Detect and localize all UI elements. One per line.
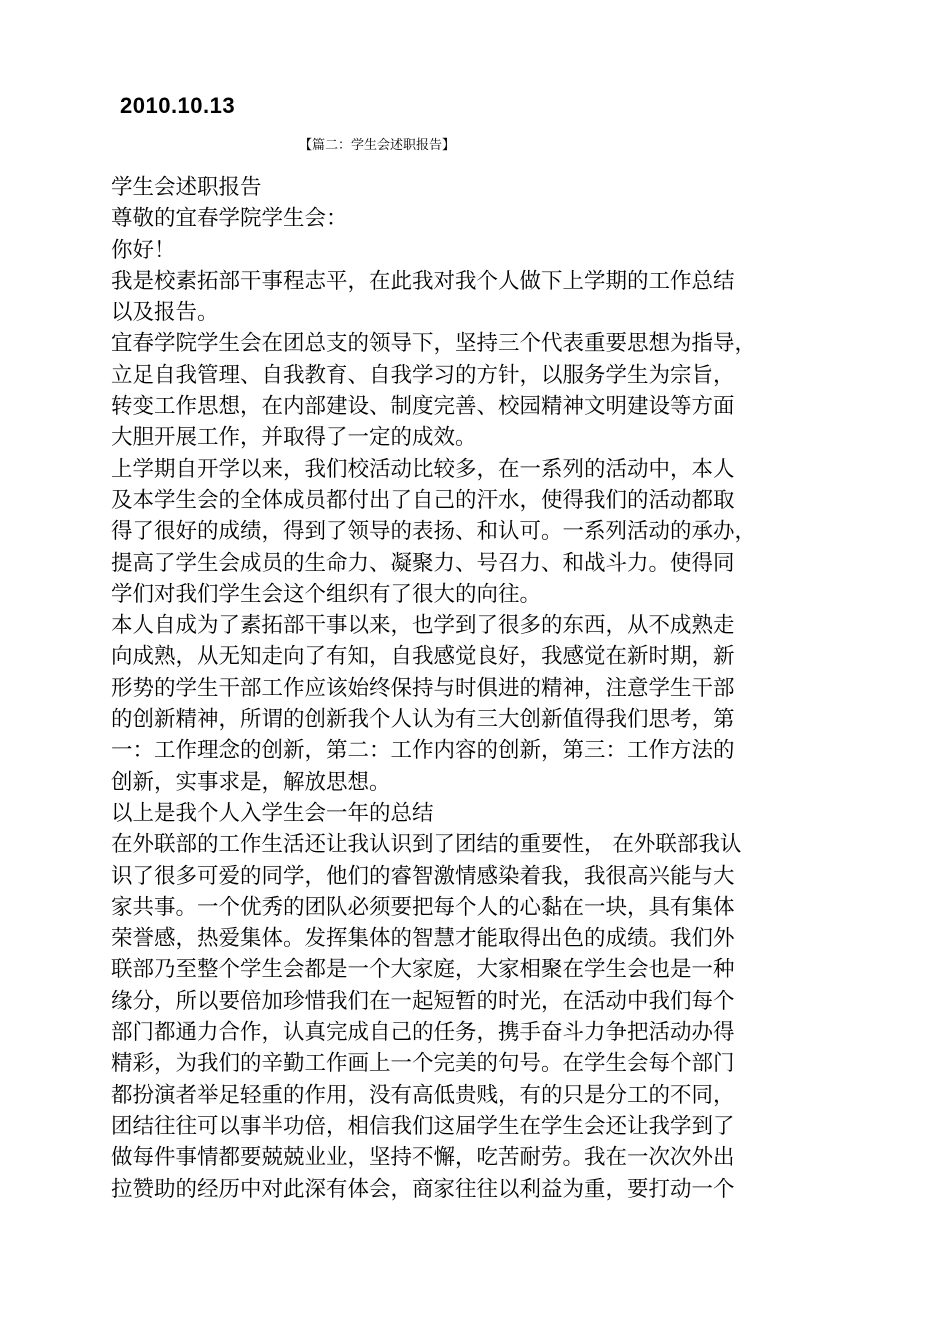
paragraph-line: 立足自我管理、自我教育、自我学习的方针，以服务学生为宗旨， — [111, 362, 735, 388]
paragraph-line: 上学期自开学以来，我们校活动比较多，在一系列的活动中，本人 — [111, 456, 735, 482]
paragraph-line: 转变工作思想，在内部建设、制度完善、校园精神文明建设等方面 — [111, 394, 735, 420]
paragraph-line: 得了很好的成绩，得到了领导的表扬、和认可。一系列活动的承办， — [111, 519, 757, 545]
paragraph-line: 形势的学生干部工作应该始终保持与时俱进的精神，注意学生干部 — [111, 675, 735, 701]
paragraph-line: 大胆开展工作，并取得了一定的成效。 — [111, 425, 477, 451]
paragraph-line: 宜春学院学生会在团总支的领导下，坚持三个代表重要思想为指导， — [111, 331, 757, 357]
paragraph-line: 缘分，所以要倍加珍惜我们在一起短暂的时光，在活动中我们每个 — [111, 988, 735, 1014]
paragraph-line: 我是校素拓部干事程志平，在此我对我个人做下上学期的工作总结 — [111, 268, 735, 294]
paragraph-line: 都扮演者举足轻重的作用，没有高低贵贱，有的只是分工的不同， — [111, 1082, 735, 1108]
paragraph-line: 精彩，为我们的辛勤工作画上一个完美的句号。在学生会每个部门 — [111, 1051, 735, 1077]
section-tag: 【篇二：学生会述职报告】 — [299, 138, 456, 153]
paragraph-line: 联部乃至整个学生会都是一个大家庭，大家相聚在学生会也是一种 — [111, 957, 735, 983]
paragraph-line: 团结往往可以事半功倍，相信我们这届学生在学生会还让我学到了 — [111, 1113, 735, 1139]
paragraph-line: 以及报告。 — [111, 300, 219, 326]
document-date: 2010.10.13 — [120, 93, 236, 118]
paragraph-line: 的创新精神，所谓的创新我个人认为有三大创新值得我们思考，第 — [111, 707, 735, 733]
paragraph-line: 一：工作理念的创新，第二：工作内容的创新，第三：工作方法的 — [111, 738, 735, 764]
paragraph-line: 家共事。一个优秀的团队必须要把每个人的心黏在一块，具有集体 — [111, 894, 735, 920]
paragraph-line: 以上是我个人入学生会一年的总结 — [111, 800, 434, 826]
paragraph-line: 学们对我们学生会这个组织有了很大的向往。 — [111, 581, 542, 607]
paragraph-line: 向成熟，从无知走向了有知，自我感觉良好，我感觉在新时期，新 — [111, 644, 735, 670]
report-body — [111, 172, 831, 1205]
greeting: 你好！ — [111, 237, 176, 263]
paragraph-line: 在外联部的工作生活还让我认识到了团结的重要性， 在外联部我认 — [111, 832, 742, 858]
paragraph-line: 拉赞助的经历中对此深有体会，商家往往以利益为重，要打动一个 — [111, 1176, 735, 1202]
paragraph-line: 创新，实事求是，解放思想。 — [111, 769, 391, 795]
paragraph-line: 做每件事情都要兢兢业业，坚持不懈，吃苦耐劳。我在一次次外出 — [111, 1145, 735, 1171]
paragraph-line: 提高了学生会成员的生命力、凝聚力、号召力、和战斗力。使得同 — [111, 550, 735, 576]
paragraph-line: 荣誉感，热爱集体。发挥集体的智慧才能取得出色的成绩。我们外 — [111, 926, 735, 952]
paragraph-line: 及本学生会的全体成员都付出了自己的汗水，使得我们的活动都取 — [111, 487, 735, 513]
paragraph-line: 识了很多可爱的同学，他们的睿智激情感染着我，我很高兴能与大 — [111, 863, 735, 889]
salutation: 尊敬的宜春学院学生会： — [111, 206, 348, 232]
paragraph-line: 本人自成为了素拓部干事以来，也学到了很多的东西，从不成熟走 — [111, 613, 735, 639]
report-title: 学生会述职报告 — [111, 175, 262, 200]
paragraph-line: 部门都通力合作，认真完成自己的任务，携手奋斗力争把活动办得 — [111, 1020, 735, 1046]
